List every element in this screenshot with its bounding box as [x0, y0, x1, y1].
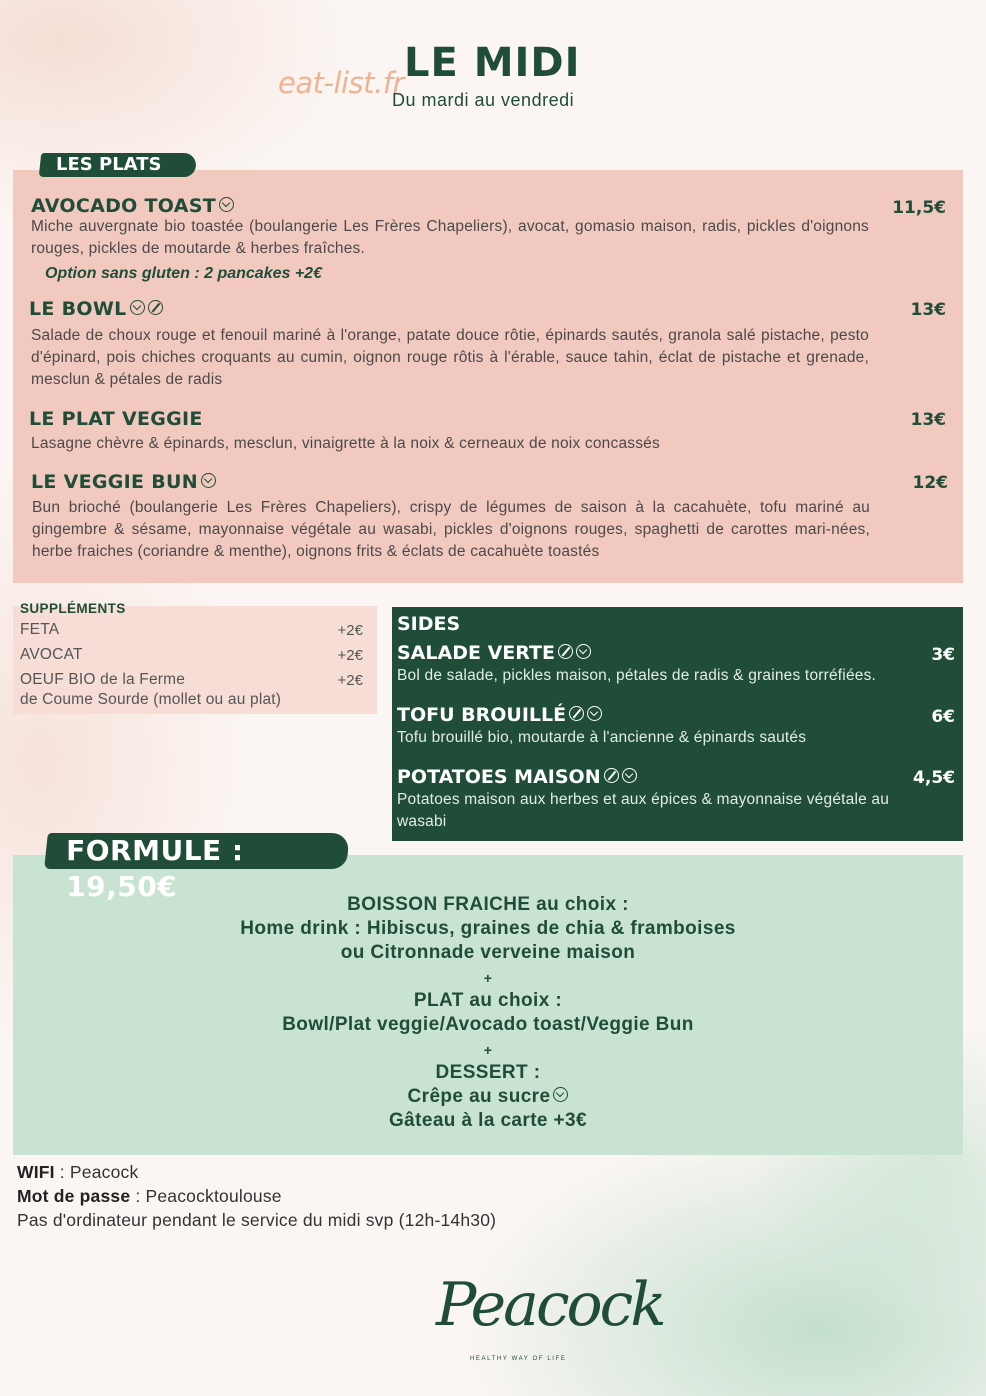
dish-description: Salade de choux rouge et fenouil mariné à l'orange, patate douce rôtie, épinards sautés, granola salé pistache, pesto d'épinard, pois chiches croquants au cumin, oignon rouge rôtis à l'érable, sauce tahin, éclat de pistache et grenade, mesclun & pétales de radis: [31, 327, 869, 388]
side-item: [397, 704, 957, 749]
footer-note: Pas d'ordinateur pendant le service du midi svp (12h-14h30): [17, 1210, 497, 1230]
vegan-icon: [576, 644, 591, 659]
vegan-icon: [622, 768, 637, 783]
formule-line: Bowl/Plat veggie/Avocado toast/Veggie Bun: [282, 1014, 694, 1035]
page-title: LE MIDI: [404, 40, 581, 86]
page-subtitle: Du mardi au vendredi: [392, 90, 575, 110]
side-price: 6€: [931, 707, 955, 727]
side-name: POTATOES MAISON: [397, 766, 937, 788]
vegan-icon: [130, 300, 145, 315]
dish-price: 12€: [912, 473, 948, 493]
gluten-free-icon: [558, 644, 573, 659]
dish-price: 13€: [910, 300, 946, 320]
supplement-price: +2€: [337, 647, 363, 664]
vegan-icon: [587, 706, 602, 721]
side-item: [397, 766, 937, 833]
formule-plus: +: [483, 970, 493, 986]
formule-line: BOISSON FRAICHE au choix :: [347, 894, 629, 915]
vegan-icon: [553, 1087, 568, 1102]
peacock-logo: Peacock: [436, 1270, 664, 1340]
logo-tagline: HEALTHY WAY OF LIFE: [470, 1356, 567, 1362]
formule-line: DESSERT :: [435, 1062, 541, 1083]
side-description: Bol de salade, pickles maison, pétales de radis & graines torréfiées.: [397, 667, 877, 684]
supplement-name: de Coume Sourde (mollet ou au plat): [20, 691, 282, 708]
supplement-price: +2€: [337, 622, 363, 639]
formule-line: Crêpe au sucre: [13, 1086, 963, 1108]
formule-line: PLAT au choix :: [413, 990, 563, 1011]
formule-line: Home drink : Hibiscus, graines de chia & framboises: [240, 918, 736, 939]
vegan-icon: [219, 197, 234, 212]
dish-price: 11,5€: [892, 198, 946, 218]
dish-name: LE BOWL: [29, 298, 163, 320]
side-description: Potatoes maison aux herbes et aux épices & mayonnaise végétale au wasabi: [397, 791, 890, 830]
side-name: SALADE VERTE: [397, 642, 957, 664]
dish-name: LE VEGGIE BUN: [31, 471, 216, 493]
plats-tag: LES PLATS: [39, 153, 198, 177]
dish-option: Option sans gluten : 2 pancakes +2€: [45, 265, 322, 282]
supplement-name: OEUF BIO de la Ferme: [20, 671, 186, 688]
side-item: [397, 642, 957, 687]
side-description: Tofu brouillé bio, moutarde à l'ancienne & épinards sautés: [397, 729, 807, 746]
vegan-icon: [201, 473, 216, 488]
side-price: 4,5€: [913, 768, 955, 788]
formule-line: Gâteau à la carte +3€: [389, 1110, 587, 1131]
formule-plus: +: [483, 1042, 493, 1058]
supplements-title: SUPPLÉMENTS: [20, 601, 126, 616]
watermark: eat-list.fr: [278, 66, 404, 100]
formule-line: ou Citronnade verveine maison: [340, 942, 636, 963]
dish-description: Lasagne chèvre & épinards, mesclun, vinaigrette à la noix & cerneaux de noix concassés: [31, 435, 660, 452]
supplement-name: AVOCAT: [20, 646, 83, 663]
gluten-free-icon: [569, 706, 584, 721]
dish-name: LE PLAT VEGGIE: [29, 408, 203, 430]
gluten-free-icon: [604, 768, 619, 783]
dish-name: AVOCADO TOAST: [31, 195, 234, 217]
side-name: TOFU BROUILLÉ: [397, 704, 957, 726]
gluten-free-icon: [148, 300, 163, 315]
supplement-name: FETA: [20, 621, 60, 638]
dish-description: Miche auvergnate bio toastée (boulangerie Les Frères Chapeliers), avocat, gomasio maison, radis, pickles d'oignons rouges, pickles de moutarde & herbes fraîches.: [31, 218, 869, 257]
dish-price: 13€: [910, 410, 946, 430]
dish-description: Bun brioché (boulangerie Les Frères Chapeliers), crispy de légumes de saison à la cacahuète, tofu mariné au gingembre & sésame, mayonnaise végétale au wasabi, pickles d'oignons rouges, spaghetti de carottes mari-nées, herbe fraiches (coriandre & menthe), oignons frits & éclats de cacahuète toastés: [32, 499, 870, 560]
sides-title: SIDES: [397, 613, 461, 635]
side-price: 3€: [931, 645, 955, 665]
wifi-password: Mot de passe : Peacocktoulouse: [17, 1186, 282, 1206]
supplement-price: +2€: [337, 672, 363, 689]
formule-tag: FORMULE : 19,50€: [44, 833, 350, 869]
wifi-info: WIFI : Peacock: [17, 1162, 139, 1182]
